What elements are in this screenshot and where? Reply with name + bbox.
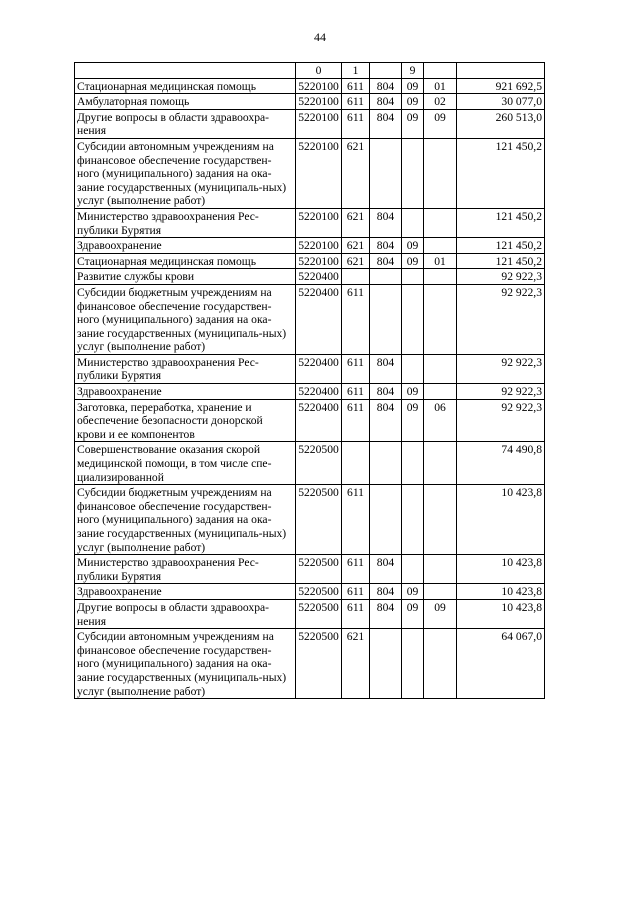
cell-department: 804: [370, 354, 402, 383]
cell-section: [402, 354, 424, 383]
table-row: [75, 599, 545, 628]
cell-target-article: 5220100: [296, 94, 342, 110]
cell-section: 9: [402, 63, 424, 79]
cell-section: [402, 284, 424, 354]
cell-expense-type: 611: [342, 354, 370, 383]
cell-amount: 92 922,3: [457, 399, 545, 442]
cell-subsection: 02: [424, 94, 457, 110]
table-row: [75, 269, 545, 285]
cell-expense-type: 611: [342, 78, 370, 94]
cell-section: [402, 442, 424, 485]
cell-amount: 121 450,2: [457, 253, 545, 269]
cell-target-article: 5220500: [296, 485, 342, 555]
cell-expense-type: 621: [342, 238, 370, 254]
cell-department: 804: [370, 208, 402, 237]
cell-department: 804: [370, 94, 402, 110]
cell-amount: 10 423,8: [457, 599, 545, 628]
cell-subsection: [424, 269, 457, 285]
cell-target-article: 5220100: [296, 109, 342, 138]
cell-amount: 92 922,3: [457, 384, 545, 400]
cell-expense-type: 611: [342, 485, 370, 555]
cell-section: 09: [402, 78, 424, 94]
cell-name: Министерство здравоохранения Рес-публики Бурятия: [75, 208, 296, 237]
cell-expense-type: 621: [342, 253, 370, 269]
cell-target-article: 5220100: [296, 253, 342, 269]
cell-amount: 64 067,0: [457, 629, 545, 699]
cell-name: Амбулаторная помощь: [75, 94, 296, 110]
table-row: [75, 238, 545, 254]
cell-expense-type: 621: [342, 138, 370, 208]
cell-subsection: [424, 384, 457, 400]
table-row: [75, 94, 545, 110]
cell-amount: 260 513,0: [457, 109, 545, 138]
budget-table: [74, 62, 545, 699]
table-row: [75, 485, 545, 555]
cell-expense-type: 611: [342, 399, 370, 442]
cell-amount: 10 423,8: [457, 485, 545, 555]
cell-department: 804: [370, 78, 402, 94]
cell-section: [402, 485, 424, 555]
cell-target-article: 5220400: [296, 269, 342, 285]
cell-subsection: [424, 138, 457, 208]
cell-name: Развитие службы крови: [75, 269, 296, 285]
cell-name: Другие вопросы в области здравоохра-нения: [75, 109, 296, 138]
cell-department: [370, 284, 402, 354]
cell-subsection: 01: [424, 253, 457, 269]
table-row: [75, 78, 545, 94]
table-row: [75, 584, 545, 600]
cell-amount: 921 692,5: [457, 78, 545, 94]
cell-expense-type: 611: [342, 109, 370, 138]
table-body: [75, 63, 545, 699]
table-row: [75, 384, 545, 400]
table-row: [75, 399, 545, 442]
cell-expense-type: [342, 442, 370, 485]
cell-subsection: 09: [424, 599, 457, 628]
cell-subsection: [424, 238, 457, 254]
cell-subsection: 06: [424, 399, 457, 442]
cell-expense-type: 611: [342, 94, 370, 110]
cell-expense-type: 1: [342, 63, 370, 79]
cell-department: [370, 485, 402, 555]
cell-name: Совершенствование оказания скорой медицинской помощи, в том числе спе-циализированной: [75, 442, 296, 485]
cell-name: Субсидии автономным учреждениям на финансовое обеспечение государствен-ного (муниципального) задания на ока-зание государственных (муниципаль-ных) услуг (выполнение работ): [75, 629, 296, 699]
cell-department: 804: [370, 399, 402, 442]
cell-target-article: 5220100: [296, 78, 342, 94]
cell-subsection: [424, 63, 457, 79]
cell-department: 804: [370, 253, 402, 269]
cell-section: 09: [402, 599, 424, 628]
cell-expense-type: 611: [342, 284, 370, 354]
cell-section: [402, 138, 424, 208]
cell-department: [370, 63, 402, 79]
cell-department: [370, 269, 402, 285]
cell-target-article: 5220500: [296, 442, 342, 485]
cell-target-article: 5220400: [296, 399, 342, 442]
cell-section: 09: [402, 94, 424, 110]
cell-target-article: 5220400: [296, 354, 342, 383]
cell-amount: 92 922,3: [457, 269, 545, 285]
table-row: [75, 253, 545, 269]
carry-over-row: [75, 63, 545, 79]
page-number: 44: [314, 30, 326, 44]
cell-expense-type: 611: [342, 584, 370, 600]
cell-name: Субсидии автономным учреждениям на финансовое обеспечение государствен-ного (муниципального) задания на ока-зание государственных (муниципаль-ных) услуг (выполнение работ): [75, 138, 296, 208]
cell-subsection: [424, 485, 457, 555]
cell-section: [402, 269, 424, 285]
cell-subsection: 09: [424, 109, 457, 138]
cell-amount: 30 077,0: [457, 94, 545, 110]
cell-section: 09: [402, 253, 424, 269]
cell-amount: [457, 63, 545, 79]
cell-amount: 121 450,2: [457, 138, 545, 208]
table-row: [75, 555, 545, 584]
table-row: [75, 354, 545, 383]
table-row: [75, 629, 545, 699]
table-row: [75, 208, 545, 237]
cell-subsection: [424, 208, 457, 237]
cell-department: 804: [370, 555, 402, 584]
cell-target-article: 5220500: [296, 629, 342, 699]
cell-name: Министерство здравоохранения Рес-публики Бурятия: [75, 555, 296, 584]
cell-section: 09: [402, 384, 424, 400]
cell-subsection: 01: [424, 78, 457, 94]
table-row: [75, 109, 545, 138]
cell-subsection: [424, 555, 457, 584]
cell-target-article: 0: [296, 63, 342, 79]
cell-name: Другие вопросы в области здравоохра-нения: [75, 599, 296, 628]
cell-amount: 121 450,2: [457, 238, 545, 254]
cell-target-article: 5220100: [296, 238, 342, 254]
cell-subsection: [424, 284, 457, 354]
cell-expense-type: 621: [342, 629, 370, 699]
cell-expense-type: 611: [342, 384, 370, 400]
cell-department: 804: [370, 384, 402, 400]
cell-subsection: [424, 584, 457, 600]
cell-name: Здравоохранение: [75, 584, 296, 600]
cell-department: 804: [370, 599, 402, 628]
cell-name: Стационарная медицинская помощь: [75, 78, 296, 94]
table-row: [75, 442, 545, 485]
cell-subsection: [424, 442, 457, 485]
cell-section: 09: [402, 399, 424, 442]
cell-name: Здравоохранение: [75, 238, 296, 254]
cell-department: [370, 442, 402, 485]
table-row: [75, 138, 545, 208]
cell-section: [402, 629, 424, 699]
cell-target-article: 5220100: [296, 208, 342, 237]
cell-amount: 74 490,8: [457, 442, 545, 485]
cell-department: [370, 138, 402, 208]
cell-section: [402, 555, 424, 584]
cell-department: 804: [370, 109, 402, 138]
cell-section: [402, 208, 424, 237]
cell-amount: 10 423,8: [457, 555, 545, 584]
cell-name: Стационарная медицинская помощь: [75, 253, 296, 269]
cell-name: Заготовка, переработка, хранение и обеспечение безопасности донорской крови и ее компонентов: [75, 399, 296, 442]
cell-target-article: 5220500: [296, 599, 342, 628]
cell-name: Здравоохранение: [75, 384, 296, 400]
cell-expense-type: 611: [342, 599, 370, 628]
cell-section: 09: [402, 584, 424, 600]
cell-section: 09: [402, 238, 424, 254]
cell-amount: 121 450,2: [457, 208, 545, 237]
cell-amount: 92 922,3: [457, 354, 545, 383]
cell-name: [75, 63, 296, 79]
cell-expense-type: 611: [342, 555, 370, 584]
cell-expense-type: 621: [342, 208, 370, 237]
cell-subsection: [424, 354, 457, 383]
cell-target-article: 5220100: [296, 138, 342, 208]
cell-subsection: [424, 629, 457, 699]
cell-name: Министерство здравоохранения Рес-публики Бурятия: [75, 354, 296, 383]
cell-section: 09: [402, 109, 424, 138]
cell-department: 804: [370, 238, 402, 254]
cell-target-article: 5220400: [296, 284, 342, 354]
cell-amount: 10 423,8: [457, 584, 545, 600]
cell-name: Субсидии бюджетным учреждениям на финансовое обеспечение государствен-ного (муниципального) задания на ока-зание государственных (муниципаль-ных) услуг (выполнение работ): [75, 284, 296, 354]
cell-department: 804: [370, 584, 402, 600]
cell-name: Субсидии бюджетным учреждениям на финансовое обеспечение государствен-ного (муниципального) задания на ока-зание государственных (муниципаль-ных) услуг (выполнение работ): [75, 485, 296, 555]
cell-target-article: 5220500: [296, 584, 342, 600]
cell-amount: 92 922,3: [457, 284, 545, 354]
table-row: [75, 284, 545, 354]
cell-department: [370, 629, 402, 699]
cell-expense-type: [342, 269, 370, 285]
cell-target-article: 5220400: [296, 384, 342, 400]
cell-target-article: 5220500: [296, 555, 342, 584]
